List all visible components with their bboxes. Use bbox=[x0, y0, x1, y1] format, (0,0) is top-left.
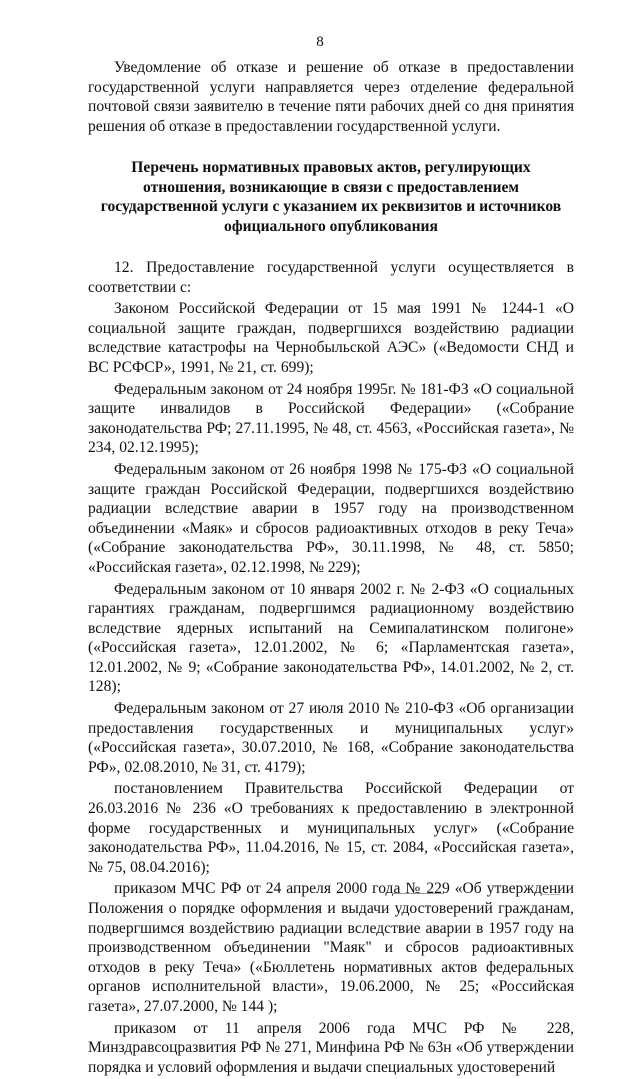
section-heading: Перечень нормативных правовых актов, регулирующих отношения, возникающие в связи с предоставлением государственной услуги с указанием их реквизитов и источников официального опубликования bbox=[100, 159, 562, 235]
act-1244-1: Законом Российской Федерации от 15 мая 1991 № 1244-1 «О социальной защите граждан, подвергшихся воздействию радиации вследствие катастрофы на Чернобыльской АЭС» («Ведомости СНД и ВС РСФСР», 1991, № 21, ст. 699); bbox=[88, 300, 574, 376]
act-175-fz: Федеральным законом от 26 ноября 1998 № 175-ФЗ «О социальной защите граждан Российской Федерации, подвергшихся воздействию радиации вследствие аварии в 1957 году на производственном объединении «Маяк» и сбросов радиоактивных отходов в реку Теча» («Собрание законодательства РФ», 30.11.1998, № 48, ст. 5850; «Российская газета», 02.12.1998, № 229); bbox=[88, 460, 574, 576]
document-body bbox=[88, 58, 574, 1079]
act-181-fz: Федеральным законом от 24 ноября 1995г. № 181-ФЗ «О социальной защите инвалидов в Российской Федерации» («Собрание законодательства РФ; 27.11.1995, № 48, ст. 4563, «Российская газета», № 234, 02.12.1995); bbox=[88, 380, 574, 457]
page-number: 8 bbox=[316, 34, 324, 50]
act-210-fz: Федеральным законом от 27 июля 2010 № 210-ФЗ «Об организации предоставления государственных и муниципальных услуг» («Российская газета», 30.07.2010, № 168, «Собрание законодательства РФ», 02.08.2010, № 31, ст. 4179); bbox=[88, 700, 574, 776]
intro-paragraph: Уведомление об отказе и решение об отказе в предоставлении государственной услуги направляется через отделение федеральной почтовой связи заявителю в течение пяти рабочих дней со дня принятия решения об отказе в предоставлении государственной услуги. bbox=[88, 59, 574, 135]
act-2-fz: Федеральным законом от 10 января 2002 г. № 2-ФЗ «О социальных гарантиях гражданам, подвергшимся радиационному воздействию вследствие ядерных испытаний на Семипалатинском полигоне» («Российская газета», 12.01.2002, № 6; «Парламентская газета», 12.01.2002, № 9; «Собрание законодательства РФ», 14.01.2002, № 2, ст. 128); bbox=[88, 580, 574, 696]
order-228-271-63n: приказом от 11 апреля 2006 года МЧС РФ № 228, Минздравсоцразвития РФ № 271, Минфина РФ № 63н «Об утверждении порядка и условий оформления и выдачи специальных удостоверений bbox=[88, 1019, 574, 1076]
clause-12: 12. Предоставление государственной услуги осуществляется в соответствии с: bbox=[88, 259, 574, 296]
scan-artifact-line bbox=[540, 894, 560, 900]
scan-artifact-line bbox=[392, 893, 444, 900]
order-229: приказом МЧС РФ от 24 апреля 2000 года № 229 «Об утверждении Положения о порядке оформления и выдачи удостоверений гражданам, подвергшимся воздействию радиации вследствие аварии в 1957 году на производственном объединении "Маяк" и сбросов радиоактивных отходов в реку Теча» («Бюллетень нормативных актов федеральных органов исполнительной власти», 19.06.2000, № 25; «Российская газета», 27.07.2000, № 144 ); bbox=[88, 880, 574, 1015]
resolution-236: постановлением Правительства Российской Федерации от 26.03.2016 № 236 «О требованиях к предоставлению в электронной форме государственных и муниципальных услуг» («Собрание законодательства РФ», 11.04.2016, № 15, ст. 2084, «Российская газета», № 75, 08.04.2016); bbox=[88, 780, 574, 876]
